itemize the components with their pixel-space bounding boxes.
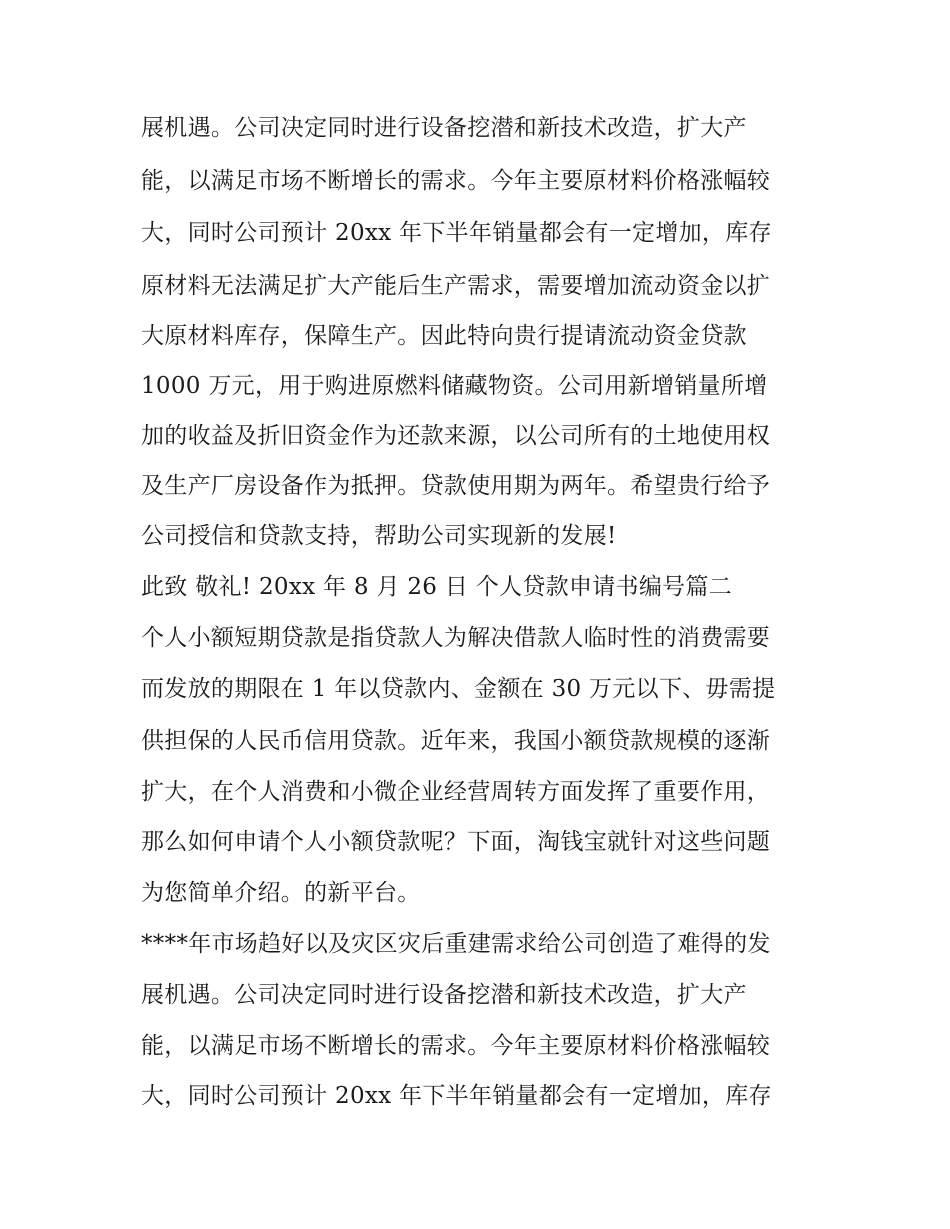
text-line: 个人小额短期贷款是指贷款人为解决借款人临时性的消费需要 [141, 625, 771, 651]
text-line: 而发放的期限在 1 年以贷款内、金额在 30 万元以下、毋需提 [141, 676, 776, 702]
text-line: 那么如何申请个人小额贷款呢？下面，淘钱宝就针对这些问题 [141, 829, 771, 855]
text-line: 公司授信和贷款支持，帮助公司实现新的发展! [141, 523, 617, 549]
text-line: 能，以满足市场不断增长的需求。今年主要原材料价格涨幅较 [141, 1033, 771, 1059]
section-heading: 此致 敬礼! 20xx 年 8 月 26 日 个人贷款申请书编号篇二 [141, 574, 733, 600]
text-line: 展机遇。公司决定同时进行设备挖潜和新技术改造，扩大产 [141, 982, 747, 1008]
text-line: 供担保的人民币信用贷款。近年来，我国小额贷款规模的逐渐 [141, 728, 771, 754]
text-line: ****年市场趋好以及灾区灾后重建需求给公司创造了难得的发 [141, 931, 771, 957]
text-line: 大，同时公司预计 20xx 年下半年销量都会有一定增加，库存 [141, 220, 772, 246]
text-line: 大原材料库存，保障生产。因此特向贵行提请流动资金贷款 [141, 323, 747, 349]
text-line: 及生产厂房设备作为抵押。贷款使用期为两年。希望贵行给予 [141, 473, 771, 499]
text-line: 加的收益及折旧资金作为还款来源，以公司所有的土地使用权 [141, 423, 771, 449]
text-line: 能，以满足市场不断增长的需求。今年主要原材料价格涨幅较 [141, 168, 771, 194]
text-line: 1000 万元，用于购进原燃料储藏物资。公司用新增销量所增 [141, 373, 768, 399]
text-line: 展机遇。公司决定同时进行设备挖潜和新技术改造，扩大产 [141, 115, 747, 141]
text-line: 大，同时公司预计 20xx 年下半年销量都会有一定增加，库存 [141, 1083, 772, 1109]
text-line: 扩大，在个人消费和小微企业经营周转方面发挥了重要作用， [141, 779, 771, 805]
text-line: 原材料无法满足扩大产能后生产需求，需要增加流动资金以扩 [141, 273, 771, 299]
text-line: 为您简单介绍。的新平台。 [141, 880, 421, 906]
